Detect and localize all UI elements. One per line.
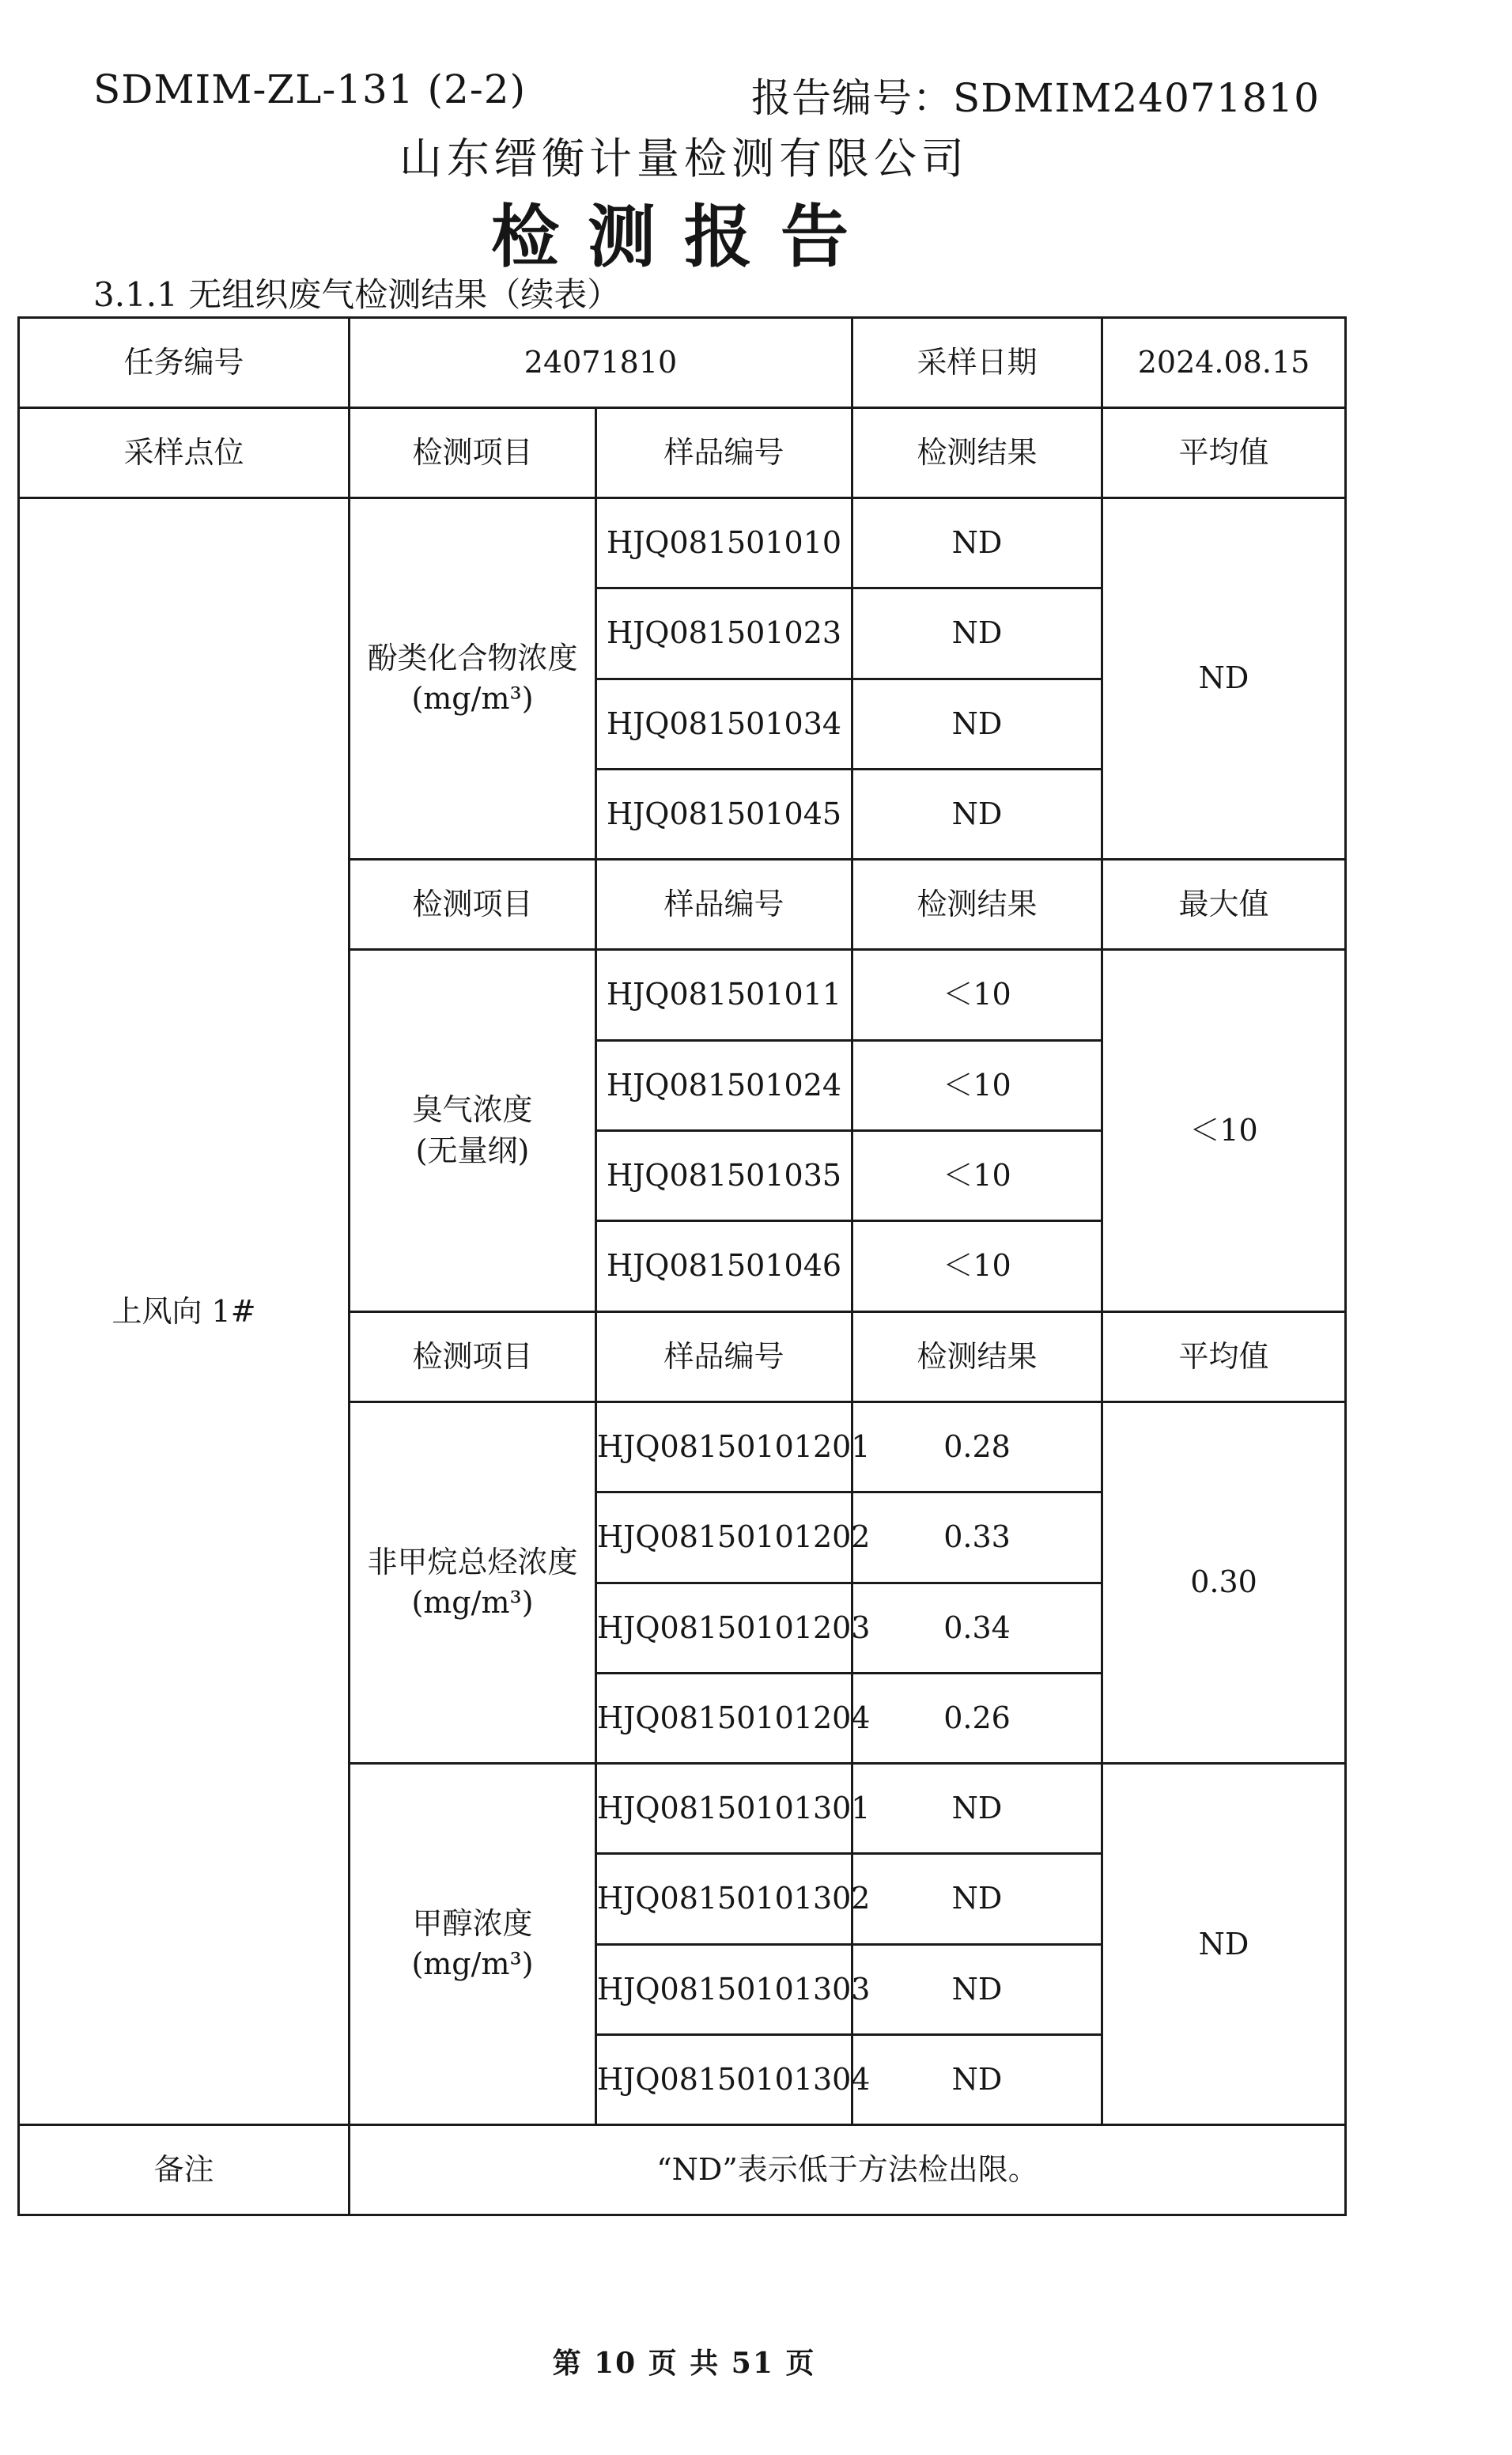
sample-id: HJQ08150101302 xyxy=(596,1854,852,1944)
sample-result: 0.33 xyxy=(852,1492,1102,1583)
sample-result: ＜10 xyxy=(852,1131,1102,1221)
summary-value: ND xyxy=(1102,498,1346,860)
report-number: 报告编号：SDMIM24071810 xyxy=(751,75,1320,121)
sample-result: ND xyxy=(852,679,1102,769)
sample-result: 0.34 xyxy=(852,1583,1102,1673)
sample-result: ND xyxy=(852,769,1102,859)
result-table xyxy=(17,316,1347,2216)
item-name: 臭气浓度 xyxy=(412,1092,533,1128)
sample-id: HJQ08150101202 xyxy=(596,1492,852,1583)
item-unit: (mg/m³) xyxy=(411,1585,534,1621)
header-location: 采样点位 xyxy=(19,408,350,498)
sample-id: HJQ081501011 xyxy=(596,950,852,1040)
page-footer: 第 10 页 共 51 页 xyxy=(552,2347,816,2380)
sample-id: HJQ081501046 xyxy=(596,1221,852,1311)
info-row xyxy=(19,318,1346,408)
sample-result: ＜10 xyxy=(852,1221,1102,1311)
summary-value: ND xyxy=(1102,1764,1346,2125)
summary-value: ＜10 xyxy=(1102,950,1346,1311)
remarks-row xyxy=(19,2125,1346,2215)
sample-id: HJQ08150101201 xyxy=(596,1402,852,1492)
sample-result: ND xyxy=(852,1944,1102,2034)
header-maximum: 最大值 xyxy=(1102,860,1346,950)
item-unit: (mg/m³) xyxy=(411,1946,534,1982)
sample-id: HJQ081501023 xyxy=(596,588,852,679)
sample-result: 0.28 xyxy=(852,1402,1102,1492)
header-sample: 样品编号 xyxy=(596,860,852,950)
sample-result: ND xyxy=(852,1854,1102,1944)
sample-result: ND xyxy=(852,1764,1102,1854)
header-result: 检测结果 xyxy=(852,408,1102,498)
task-number-label: 任务编号 xyxy=(19,318,350,408)
sample-id: HJQ08150101301 xyxy=(596,1764,852,1854)
item-cell xyxy=(350,498,596,860)
item-name: 酚类化合物浓度 xyxy=(367,640,578,675)
sample-id: HJQ081501024 xyxy=(596,1040,852,1130)
report-title: 检测报告 xyxy=(491,197,877,277)
item-cell xyxy=(350,1402,596,1763)
sample-result: 0.26 xyxy=(852,1673,1102,1763)
header-sample: 样品编号 xyxy=(596,1311,852,1402)
form-code: SDMIM-ZL-131 (2-2) xyxy=(93,66,527,112)
summary-value: 0.30 xyxy=(1102,1402,1346,1763)
header-item: 检测项目 xyxy=(350,860,596,950)
header-result: 检测结果 xyxy=(852,1311,1102,1402)
sample-id: HJQ081501045 xyxy=(596,769,852,859)
remarks-label: 备注 xyxy=(19,2125,350,2215)
sample-id: HJQ08150101303 xyxy=(596,1944,852,2034)
column-header-row xyxy=(19,408,1346,498)
sample-result: ND xyxy=(852,498,1102,588)
header-result: 检测结果 xyxy=(852,860,1102,950)
location-cell: 上风向 1# xyxy=(19,498,350,2125)
sample-result: ＜10 xyxy=(852,1040,1102,1130)
sample-id: HJQ081501035 xyxy=(596,1131,852,1221)
item-name: 非甲烷总烃浓度 xyxy=(367,1544,578,1579)
remarks-text: “ND”表示低于方法检出限。 xyxy=(350,2125,1346,2215)
company-name: 山东缙衡计量检测有限公司 xyxy=(399,134,969,183)
item-cell xyxy=(350,950,596,1311)
sample-id: HJQ081501034 xyxy=(596,679,852,769)
header-sample: 样品编号 xyxy=(596,408,852,498)
item-unit: (mg/m³) xyxy=(411,681,534,717)
header-item: 检测项目 xyxy=(350,1311,596,1402)
table-row xyxy=(19,498,1346,588)
item-name: 甲醇浓度 xyxy=(412,1905,533,1941)
sampling-date-label: 采样日期 xyxy=(852,318,1102,408)
header-average: 平均值 xyxy=(1102,1311,1346,1402)
header-average: 平均值 xyxy=(1102,408,1346,498)
sample-result: ＜10 xyxy=(852,950,1102,1040)
header-item: 检测项目 xyxy=(350,408,596,498)
item-unit: (无量纲) xyxy=(415,1133,530,1168)
sampling-date-value: 2024.08.15 xyxy=(1102,318,1346,408)
sample-id: HJQ08150101203 xyxy=(596,1583,852,1673)
sample-id: HJQ08150101204 xyxy=(596,1673,852,1763)
sample-result: ND xyxy=(852,2035,1102,2125)
item-cell xyxy=(350,1764,596,2125)
task-number-value: 24071810 xyxy=(350,318,852,408)
section-heading: 3.1.1 无组织废气检测结果（续表） xyxy=(93,275,621,314)
sample-result: ND xyxy=(852,588,1102,679)
sample-id: HJQ08150101304 xyxy=(596,2035,852,2125)
sample-id: HJQ081501010 xyxy=(596,498,852,588)
